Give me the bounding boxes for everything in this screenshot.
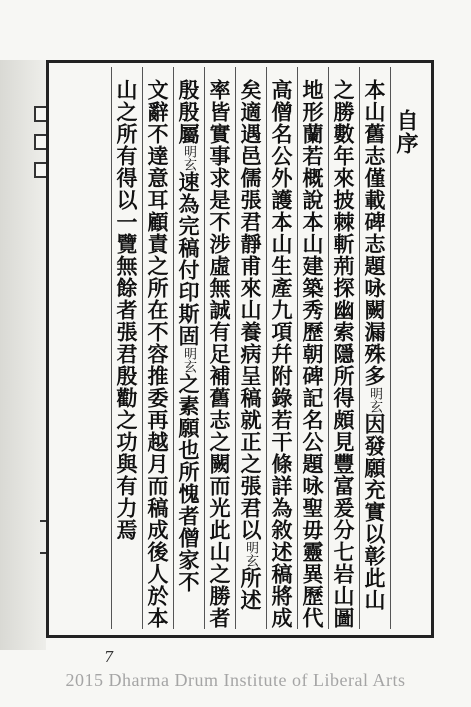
column-text: 之勝數年來披棘斬荊探幽索隱所得頗見豐富爰分七岩山圖 xyxy=(331,79,356,629)
column-text: 率皆實事求是不涉虛無誠有足補舊志之闕而光此山之勝者 xyxy=(207,79,232,629)
preface-text-block xyxy=(53,67,421,629)
column-text: 地形蘭若概說本山建築秀歷朝碑記名公題咏聖毋靈異歷代 xyxy=(300,79,325,629)
book-edge-ornament xyxy=(18,100,48,420)
text-column-6 xyxy=(204,67,235,629)
text-column-5 xyxy=(235,67,266,629)
column-text: 本山舊志僅載碑志題咏闕漏殊多 xyxy=(362,79,387,387)
column-text-tail: 速為完稿付印斯固 xyxy=(176,171,201,347)
column-text: 高僧名公外護本山生產九項幷附錄若干條詳為敘述稿將成 xyxy=(269,79,294,629)
column-text-tail: 所述 xyxy=(238,567,263,611)
column-text: 殷殷屬 xyxy=(176,79,201,145)
inline-note: 明玄 xyxy=(367,387,382,413)
column-text-tail-2: 之素願也所愧者僧家不 xyxy=(176,373,201,593)
text-column-4 xyxy=(266,67,297,629)
watermark-text: 2015 Dharma Drum Institute of Liberal Arts xyxy=(65,670,406,690)
inline-note: 明玄 xyxy=(181,145,196,171)
column-text: 矣適遇邑儒張君靜甫來山養病呈稿就正之張君以 xyxy=(238,79,263,541)
text-column-3 xyxy=(297,67,328,629)
page-number: 7 xyxy=(104,648,114,666)
column-text: 山之所有得以一覽無餘者張君殷勸之功與有力焉 xyxy=(114,79,139,541)
preface-heading: 自序 xyxy=(390,67,421,629)
text-column-8 xyxy=(142,67,173,629)
inline-note: 明玄 xyxy=(243,541,258,567)
page-frame xyxy=(46,60,434,638)
text-column-9 xyxy=(111,67,142,629)
text-column-1 xyxy=(359,67,390,629)
column-text-tail: 因發願充實以彰此山 xyxy=(362,413,387,611)
text-column-2 xyxy=(328,67,359,629)
text-column-7 xyxy=(173,67,204,629)
column-text: 文辭不達意耳顧責之所在不容推委再越月而稿成後人於本 xyxy=(145,79,170,629)
inline-note-2: 明玄 xyxy=(181,347,196,373)
